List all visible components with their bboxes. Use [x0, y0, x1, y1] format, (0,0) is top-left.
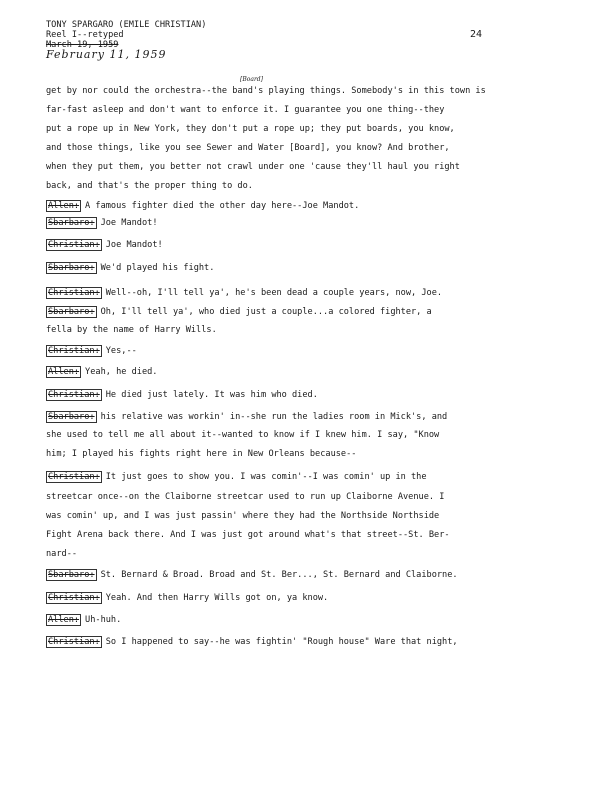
line-text: Fight Arena back there. And I was just got around what's that street--St. Ber-	[46, 530, 450, 540]
transcript-line	[46, 636, 458, 648]
line-text: Yeah, he died.	[85, 367, 158, 377]
speaker-label: Allen:	[48, 615, 80, 625]
speaker-label: Sbarbaro:	[48, 307, 95, 317]
transcript-line	[46, 592, 328, 604]
transcript-line	[46, 200, 359, 212]
line-text: St. Bernard & Broad. Broad and St. Ber..., St. Bernard and Claiborne.	[100, 570, 458, 580]
transcript-line	[46, 366, 157, 378]
line-text: Joe Mandot!	[105, 240, 163, 250]
line-text: streetcar once--on the Claiborne streetcar used to run up Claiborne Avenue. I	[46, 492, 445, 502]
transcript-line	[46, 105, 444, 115]
speaker-label: Christian:	[48, 472, 100, 482]
line-text: Well--oh, I'll tell ya', he's been dead a couple years, now, Joe.	[105, 288, 443, 298]
line-text: him; I played his fights right here in New Orleans because--	[46, 449, 357, 459]
transcript-line	[46, 262, 214, 274]
speaker-label: Christian:	[48, 346, 100, 356]
document-header	[46, 20, 206, 60]
line-text: We'd played his fight.	[100, 263, 215, 273]
line-text: she used to tell me all about it--wanted to know if I knew him. I say, "Know	[46, 430, 440, 440]
transcript-line	[46, 471, 427, 483]
header-title: TONY SPARGARO (EMILE CHRISTIAN)	[46, 20, 207, 30]
transcript-line	[46, 549, 77, 559]
transcript-line	[46, 217, 158, 229]
speaker-label: Sbarbaro:	[48, 218, 95, 228]
line-text: put a rope up in New York, they don't put a rope up; they put boards, you know,	[46, 124, 455, 134]
line-text: fella by the name of Harry Wills.	[46, 325, 217, 335]
line-text: and those things, like you see Sewer and Water [Board], you know? And brother,	[46, 143, 450, 153]
speaker-label: Sbarbaro:	[48, 570, 95, 580]
line-text: Joe Mandot!	[100, 218, 158, 228]
transcript-line	[46, 143, 450, 153]
transcript-line	[46, 325, 217, 335]
line-text: Yeah. And then Harry Wills got on, ya know.	[105, 593, 329, 603]
transcript-line	[46, 492, 444, 502]
line-text: was comin' up, and I was just passin' where they had the Northside Northside	[46, 511, 440, 521]
line-text: Uh-huh.	[85, 615, 122, 625]
transcript-line	[46, 86, 486, 96]
transcript-line	[46, 430, 439, 440]
transcript-line	[46, 569, 458, 581]
speaker-label: Christian:	[48, 390, 100, 400]
transcript-line	[46, 389, 318, 401]
line-text: far-fast asleep and don't want to enforce it. I guarantee you one thing--they	[46, 105, 445, 115]
line-text: It just goes to show you. I was comin'--I was comin' up in the	[105, 472, 427, 482]
transcript-line	[46, 162, 460, 172]
line-text: Oh, I'll tell ya', who died just a couple...a colored fighter, a	[100, 307, 432, 317]
transcript-line	[46, 287, 442, 299]
transcript-line	[46, 530, 450, 540]
transcript-line	[46, 614, 121, 626]
transcript-line	[46, 449, 356, 459]
speaker-label: Allen:	[48, 201, 80, 211]
line-text: his relative was workin' in--she run the ladies room in Mick's, and	[100, 412, 448, 422]
line-text: He died just lately. It was him who died.	[105, 390, 318, 400]
header-date-struck: March 19, 1959	[46, 40, 119, 50]
line-text: get by nor could the orchestra--the band's playing things. Somebody's in this town is	[46, 86, 486, 96]
line-text: when they put them, you better not crawl under one 'cause they'll haul you right	[46, 162, 460, 172]
header-reel: Reel I--retyped	[46, 30, 124, 40]
speaker-label: Sbarbaro:	[48, 412, 95, 422]
line-text: So I happened to say--he was fightin' "Rough house" Ware that night,	[105, 637, 458, 647]
transcript-line	[46, 239, 163, 251]
speaker-label: Christian:	[48, 637, 100, 647]
line-text: back, and that's the proper thing to do.	[46, 181, 253, 191]
handwritten-insertion: [Board]	[240, 76, 263, 83]
line-text: nard--	[46, 549, 78, 559]
line-text: A famous fighter died the other day here--Joe Mandot.	[85, 201, 360, 211]
page-number: 24	[470, 29, 483, 40]
speaker-label: Christian:	[48, 240, 100, 250]
transcript-line	[46, 411, 447, 423]
speaker-label: Sbarbaro:	[48, 263, 95, 273]
transcript-line	[46, 306, 432, 318]
line-text: Yes,--	[105, 346, 137, 356]
speaker-label: Christian:	[48, 288, 100, 298]
transcript-line	[46, 181, 253, 191]
speaker-label: Allen:	[48, 367, 80, 377]
transcript-line	[46, 124, 455, 134]
transcript-line	[46, 345, 137, 357]
header-date-handwritten: February 11, 1959	[46, 48, 167, 61]
transcript-line	[46, 511, 439, 521]
speaker-label: Christian:	[48, 593, 100, 603]
